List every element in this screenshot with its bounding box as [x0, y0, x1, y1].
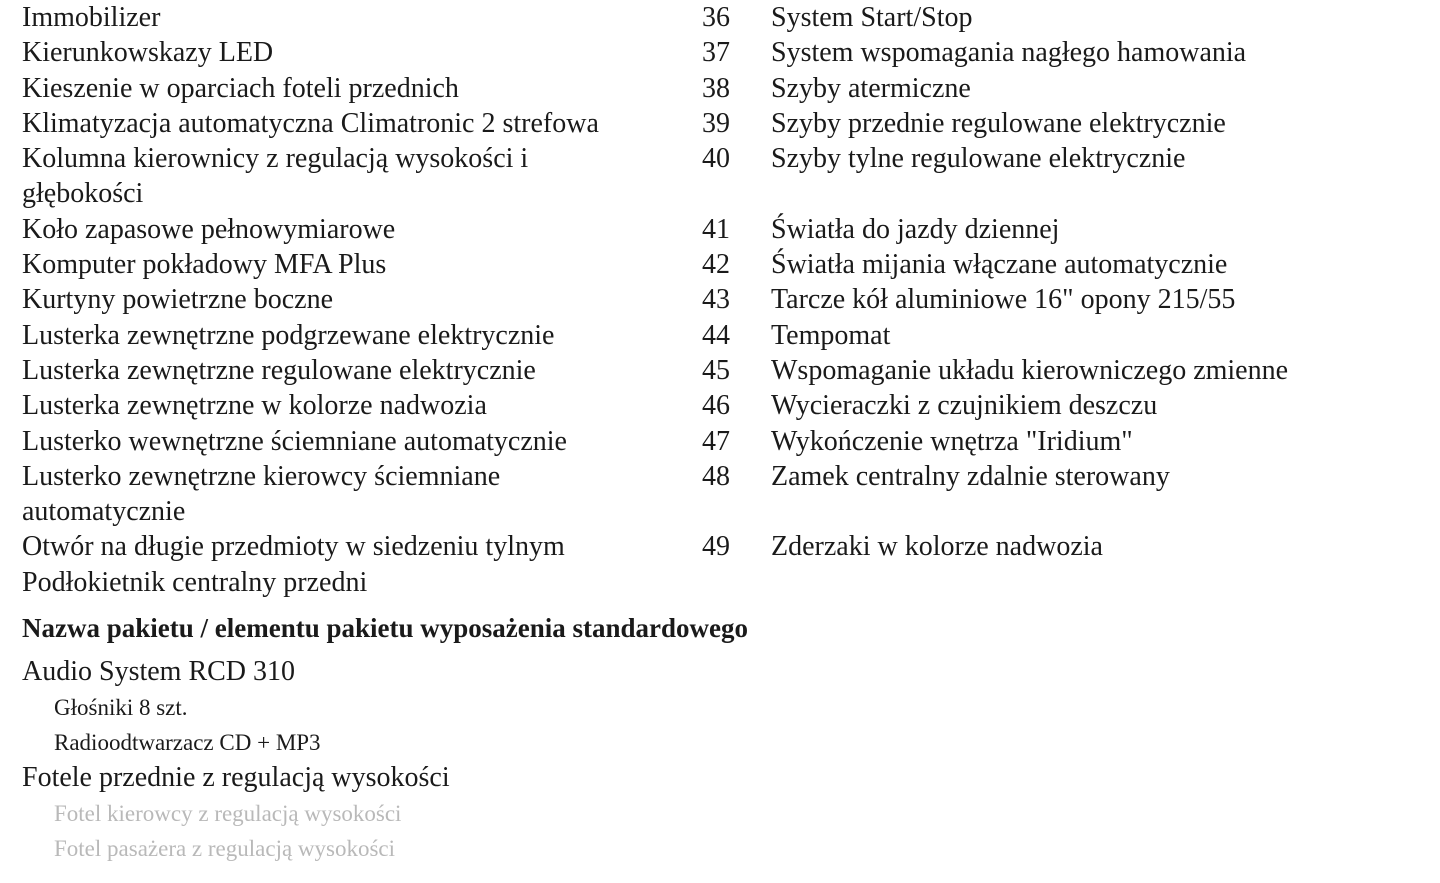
equipment-number: 36: [702, 2, 730, 33]
table-row: [0, 71, 1440, 106]
equipment-left-label: Kurtyny powietrzne boczne: [22, 284, 333, 316]
equipment-number: 38: [702, 72, 730, 104]
section-heading: Nazwa pakietu / elementu pakietu wyposażenia standardowego: [22, 613, 749, 643]
equipment-right-label: Tarcze kół aluminiowe 16" opony 215/55: [771, 284, 1236, 316]
equipment-left-label: Lusterko wewnętrzne ściemniane automatycznie: [22, 425, 567, 457]
equipment-right-label: Szyby przednie regulowane elektrycznie: [771, 107, 1226, 139]
equipment-left-label: Lusterka zewnętrzne w kolorze nadwozia: [22, 390, 487, 422]
equipment-number: 39: [702, 107, 730, 139]
equipment-number: 41: [702, 213, 730, 245]
equipment-number: 42: [702, 249, 730, 281]
equipment-left-label: Lusterko zewnętrzne kierowcy ściemniane automatycznie: [22, 460, 501, 528]
equipment-right-label: Szyby atermiczne: [771, 72, 971, 104]
package-list: [0, 654, 1440, 866]
equipment-left-label: Kolumna kierownicy z regulacją wysokości i głębokości: [22, 143, 529, 210]
table-row: [0, 247, 1440, 282]
equipment-right-label: Zamek centralny zdalnie sterowany: [771, 460, 1170, 492]
table-row: [0, 529, 1440, 564]
table-row: [0, 0, 1440, 35]
equipment-number: 45: [702, 354, 730, 386]
equipment-right-label: Wycieraczki z czujnikiem deszczu: [771, 390, 1158, 422]
equipment-right-label: Światła mijania włączane automatycznie: [771, 249, 1228, 281]
equipment-number: 48: [702, 460, 730, 492]
equipment-number: 43: [702, 284, 730, 316]
equipment-left-label: Kieszenie w oparciach foteli przednich: [22, 72, 459, 104]
equipment-number: 49: [702, 531, 730, 563]
table-row: [0, 106, 1440, 141]
table-row: [0, 282, 1440, 317]
table-row: [0, 353, 1440, 388]
package-item: Głośniki 8 szt.: [54, 695, 188, 720]
equipment-number: 37: [702, 37, 730, 69]
package-title: Fotele przednie z regulacją wysokości: [22, 762, 450, 793]
package-item: Radioodtwarzacz CD + MP3: [54, 730, 321, 755]
equipment-left-label: Komputer pokładowy MFA Plus: [22, 249, 387, 281]
package-title: Audio System RCD 310: [22, 656, 296, 687]
equipment-right-label: Wykończenie wnętrza "Iridium": [771, 425, 1133, 457]
equipment-right-label: System Start/Stop: [771, 2, 973, 33]
equipment-right-label: Zderzaki w kolorze nadwozia: [771, 531, 1103, 563]
equipment-left-label: Podłokietnik centralny przedni: [22, 566, 368, 598]
equipment-number: 44: [702, 319, 730, 351]
equipment-number: 46: [702, 390, 730, 422]
package-item: Fotel kierowcy z regulacją wysokości: [54, 801, 402, 826]
equipment-left-label: Lusterka zewnętrzne regulowane elektrycznie: [22, 354, 536, 386]
equipment-left-label: Koło zapasowe pełnowymiarowe: [22, 213, 396, 245]
equipment-right-label: Szyby tylne regulowane elektrycznie: [771, 143, 1186, 175]
table-row: [0, 424, 1440, 459]
equipment-left-label: Otwór na długie przedmioty w siedzeniu tylnym: [22, 531, 565, 563]
equipment-right-label: Wspomaganie układu kierowniczego zmienne: [771, 354, 1289, 386]
equipment-number: 40: [702, 143, 730, 175]
equipment-right-label: Światła do jazdy dziennej: [771, 213, 1060, 245]
table-row: [0, 35, 1440, 70]
equipment-left-label: Kierunkowskazy LED: [22, 37, 274, 69]
equipment-left-label: Lusterka zewnętrzne podgrzewane elektrycznie: [22, 319, 555, 351]
table-row: [0, 388, 1440, 423]
package-item: Fotel pasażera z regulacją wysokości: [54, 836, 396, 861]
equipment-number: 47: [702, 425, 730, 457]
table-row: [0, 318, 1440, 353]
equipment-left-label: Immobilizer: [22, 2, 161, 33]
table-row: [0, 141, 1440, 212]
equipment-right-label: System wspomagania nagłego hamowania: [771, 37, 1247, 69]
equipment-left-label: Klimatyzacja automatyczna Climatronic 2 strefowa: [22, 107, 599, 139]
table-row: [0, 565, 1440, 600]
table-row: [0, 212, 1440, 247]
equipment-right-label: Tempomat: [771, 319, 891, 351]
table-row: [0, 459, 1440, 530]
